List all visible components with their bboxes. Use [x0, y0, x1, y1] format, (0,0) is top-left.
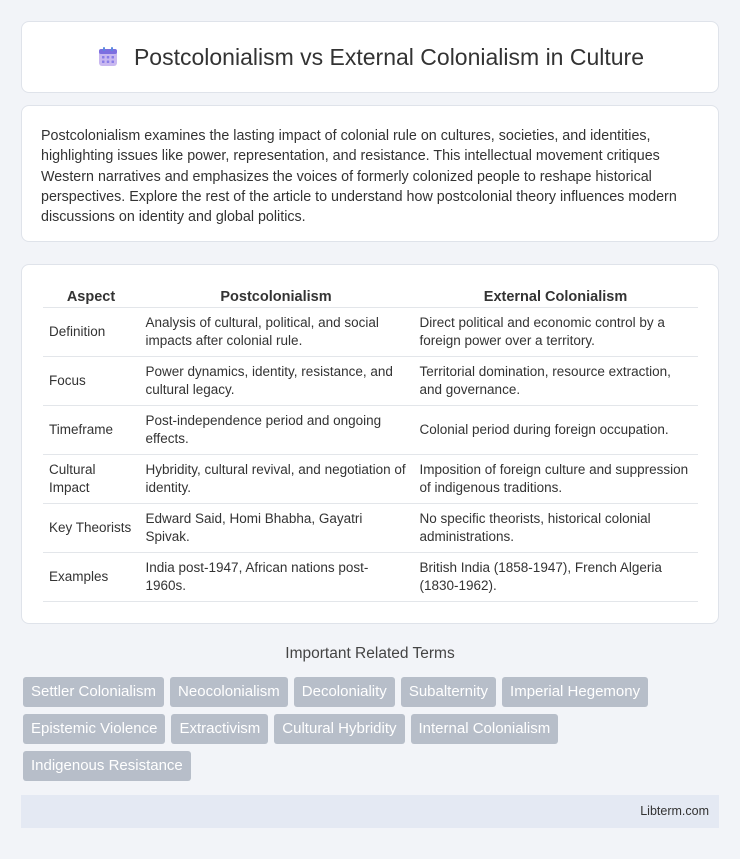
row-aspect: Timeframe	[43, 406, 139, 455]
column-header-aspect: Aspect	[43, 285, 139, 308]
related-term-tag[interactable]: Internal Colonialism	[411, 714, 559, 744]
related-terms-list	[23, 677, 713, 781]
related-terms-title: Important Related Terms	[285, 645, 455, 662]
related-term-tag[interactable]: Cultural Hybridity	[274, 714, 404, 744]
table-row	[43, 455, 698, 504]
postcolonialism-cell: Analysis of cultural, political, and social impacts after colonial rule.	[139, 308, 413, 357]
footer	[21, 795, 719, 828]
header-card	[21, 21, 719, 93]
page-title: Postcolonialism vs External Colonialism in Culture	[133, 43, 645, 70]
comparison-table	[43, 285, 698, 602]
related-term-tag[interactable]: Extractivism	[171, 714, 268, 744]
postcolonialism-cell: Power dynamics, identity, resistance, and cultural legacy.	[139, 357, 413, 406]
row-aspect: Cultural Impact	[43, 455, 139, 504]
postcolonialism-cell: Hybridity, cultural revival, and negotiation of identity.	[139, 455, 413, 504]
external-colonialism-cell: Colonial period during foreign occupation.	[413, 406, 698, 455]
external-colonialism-cell: No specific theorists, historical colonial administrations.	[413, 504, 698, 553]
external-colonialism-cell: British India (1858-1947), French Algeria (1830-1962).	[413, 553, 698, 602]
table-header-row	[43, 285, 698, 308]
row-aspect: Definition	[43, 308, 139, 357]
intro-text: Postcolonialism examines the lasting impact of colonial rule on cultures, societies, and identities, highlighting issues like power, representation, and resistance. This intellectual movement critiques Western narratives and emphasizes the voices of formerly colonized people to reshape historical perspectives. Explore the rest of the article to understand how postcolonial theory influences modern discussions on identity and global politics.	[41, 128, 677, 226]
comparison-table-card	[21, 264, 719, 624]
related-term-tag[interactable]: Settler Colonialism	[23, 677, 164, 707]
column-header-postcolonialism: Postcolonialism	[139, 285, 413, 308]
row-aspect: Examples	[43, 553, 139, 602]
postcolonialism-cell: Edward Said, Homi Bhabha, Gayatri Spivak.	[139, 504, 413, 553]
external-colonialism-cell: Territorial domination, resource extraction, and governance.	[413, 357, 698, 406]
table-row	[43, 406, 698, 455]
related-term-tag[interactable]: Imperial Hegemony	[502, 677, 648, 707]
intro-card	[21, 105, 719, 242]
table-row	[43, 308, 698, 357]
related-term-tag[interactable]: Neocolonialism	[170, 677, 288, 707]
postcolonialism-cell: India post-1947, African nations post-1960s.	[139, 553, 413, 602]
table-row	[43, 504, 698, 553]
related-term-tag[interactable]: Subalternity	[401, 677, 496, 707]
external-colonialism-cell: Direct political and economic control by a foreign power over a territory.	[413, 308, 698, 357]
postcolonialism-cell: Post-independence period and ongoing effects.	[139, 406, 413, 455]
column-header-external-colonialism: External Colonialism	[413, 285, 698, 308]
table-row	[43, 357, 698, 406]
calendar-icon	[96, 45, 120, 69]
related-term-tag[interactable]: Decoloniality	[294, 677, 395, 707]
row-aspect: Focus	[43, 357, 139, 406]
footer-brand-link[interactable]: Libterm.com	[640, 804, 709, 818]
related-term-tag[interactable]: Indigenous Resistance	[23, 751, 191, 781]
external-colonialism-cell: Imposition of foreign culture and suppression of indigenous traditions.	[413, 455, 698, 504]
related-term-tag[interactable]: Epistemic Violence	[23, 714, 165, 744]
table-row	[43, 553, 698, 602]
row-aspect: Key Theorists	[43, 504, 139, 553]
